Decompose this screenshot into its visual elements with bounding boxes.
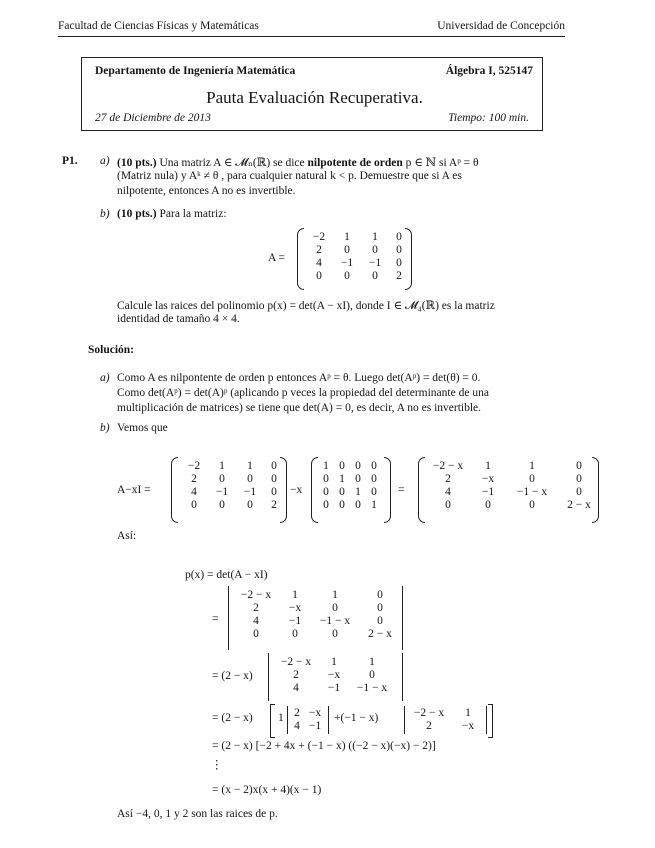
matrix-a-cell-r4-c1: 0 [316,270,322,282]
part-b-line1: Calcule las raices del polinomio p(x) = det(A − xI), donde I ∈ 𝓜₄(ℝ) es la matriz [117,300,495,312]
det2b-cell-r2-c2: −x [461,720,475,732]
result-matrix-cell-r4-c3: 0 [529,499,535,511]
result-matrix-cell-r1-c4: 0 [576,460,582,472]
matrix-a-right-paren [405,228,412,290]
matrix-a-repeat-cell-r1-c3: 1 [247,460,253,472]
identity-matrix-cell-r3-c1: 0 [323,486,329,498]
det3-cell-r2-c2: −x [327,669,341,681]
result-matrix [426,460,600,512]
part-a-line1 [117,155,479,170]
sol-a-line2: Como det(Aᵖ) = det(A)ᵖ (aplicando p veces la propiedad del determinante de una [117,387,489,399]
derivation-line3-prefix: = (2 − x) [212,670,253,682]
det2a-cell-r2-c1: 4 [294,720,300,732]
matrix-a-left-paren [297,228,304,290]
identity-matrix-cell-r2-c3: 0 [355,473,361,485]
matrix-a-cell-r2-c2: 0 [344,244,350,256]
coefficient-one: 1 [278,712,284,724]
sol-a-line1: Como A es nilpontente de orden p entonces Aᵖ = θ. Luego det(Aᵖ) = det(θ) = 0. [117,372,481,384]
det4-right-bar [401,586,403,650]
derivation-line5: = (2 − x) [−2 + 4x + (−1 − x) ((−2 − x)(−x) − 2)] [212,740,436,752]
sol-b-tag: b) [100,422,110,434]
det3-cell-r1-c3: 1 [369,656,375,668]
det2b-cell-r2-c1: 2 [426,720,432,732]
det2a-left-bar [287,706,289,734]
result-matrix-cell-r1-c3: 1 [529,460,535,472]
det3-cell-r2-c3: 0 [369,669,375,681]
identity-matrix-cell-r2-c4: 0 [371,473,377,485]
det4-cell-r3-c1: 4 [253,615,259,627]
department: Departamento de Ingeniería Matemática [95,65,296,77]
matrix-a-repeat-cell-r2-c3: 0 [247,473,253,485]
det4-cell-r4-c1: 0 [253,628,259,640]
part-b-points: (10 pts.) [117,208,157,220]
det4-cell-r4-c2: 0 [292,628,298,640]
derivation-line7: = (x − 2)x(x + 4)(x − 1) [212,784,322,796]
result-matrix-cell-r2-c2: −x [481,473,495,485]
result-matrix-cell-r3-c2: −1 [481,486,495,498]
matrix-a-cell-r1-c3: 1 [372,231,378,243]
det2a-cell-r1-c2: −x [308,707,322,719]
part-b-line2: identidad de tamaño 4 × 4. [117,313,240,325]
identity-matrix-cell-r2-c1: 0 [323,473,329,485]
result-matrix-cell-r1-c1: −2 − x [432,460,464,472]
det2b-cell-r1-c1: −2 − x [413,707,445,719]
identity-matrix-cell-r4-c4: 1 [371,499,377,511]
exam-time: Tiempo: 100 min. [448,112,529,124]
solution-heading: Solución: [88,344,135,356]
matrix-a-repeat-cell-r1-c2: 1 [219,460,225,472]
result-matrix-cell-r4-c4: 2 − x [567,499,591,511]
result-matrix-cell-r1-c2: 1 [485,460,491,472]
det2b-left-bar [404,706,406,734]
det4-cell-r3-c2: −1 [288,615,302,627]
sol-a-line3: multiplicación de matrices) se tiene que det(A) = 0, es decir, A no es invertible. [117,402,482,414]
det3-cell-r1-c2: 1 [331,656,337,668]
det4-cell-r3-c4: 0 [377,615,383,627]
det4-left-bar [228,586,230,650]
det4-cell-r1-c2: 1 [292,589,298,601]
identity-matrix-cell-r1-c4: 0 [371,460,377,472]
identity-matrix-cell-r3-c3: 1 [355,486,361,498]
matrix-a-cell-r2-c3: 0 [372,244,378,256]
det4-cell-r2-c2: −x [288,602,302,614]
equals-sign: = [398,484,405,496]
matrix-a-cell-r1-c4: 0 [396,231,402,243]
exam-title: Pauta Evaluación Recuperativa. [206,88,423,107]
matrix-a-repeat-cell-r4-c4: 2 [271,499,277,511]
header-faculty: Facultad de Ciencias Físicas y Matemáticas [58,20,259,32]
result-matrix-cell-r3-c3: −1 − x [516,486,548,498]
det3-cell-r2-c1: 2 [293,669,299,681]
identity-matrix-cell-r3-c4: 0 [371,486,377,498]
matrix-a-repeat-cell-r2-c1: 2 [191,473,197,485]
part-a-tag: a) [100,155,110,167]
determinant-2x2-a [290,707,326,733]
identity-matrix-cell-r1-c2: 0 [339,460,345,472]
det4-cell-r1-c3: 1 [332,589,338,601]
result-matrix-cell-r4-c1: 0 [445,499,451,511]
part-b-intro-text: Para la matriz: [159,208,227,220]
matrix-a-cell-r1-c1: −2 [312,231,326,243]
header-university: Universidad de Concepción [437,20,565,32]
derivation-eq: = [212,613,219,625]
plus-term: +(−1 − x) [334,712,379,724]
matrix-a-repeat-cell-r2-c4: 0 [271,473,277,485]
derivation-line1: p(x) = det(A − xI) [185,569,268,581]
asi-label: Así: [117,530,137,542]
problem-label: P1. [62,155,78,167]
identity-matrix-cell-r4-c2: 0 [339,499,345,511]
conclusion: Así −4, 0, 1 y 2 son las raices de p. [117,808,278,820]
matrix-a-repeat-cell-r2-c2: 0 [219,473,225,485]
det3-cell-r3-c1: 4 [293,682,299,694]
part-a-text2: p ∈ ℕ si Aᵖ = θ [405,157,479,169]
mat-i-rparen [384,457,391,523]
result-matrix-cell-r2-c4: 0 [576,473,582,485]
det2a-cell-r2-c2: −1 [308,720,322,732]
det2a-cell-r1-c1: 2 [294,707,300,719]
det3-right-bar [401,653,403,701]
matrix-a-cell-r1-c2: 1 [344,231,350,243]
matrix-a-repeat-cell-r3-c2: −1 [215,486,229,498]
det4-cell-r4-c4: 2 − x [368,628,392,640]
vertical-ellipsis: ⋮ [211,759,223,771]
part-a-line3: nilpotente, entonces A no es invertible. [117,185,296,197]
determinant-4x4 [233,589,401,641]
result-matrix-cell-r2-c1: 2 [445,473,451,485]
matrix-a-repeat-cell-r4-c3: 0 [247,499,253,511]
identity-matrix-cell-r4-c3: 0 [355,499,361,511]
det2b-cell-r1-c2: 1 [465,707,471,719]
sol-b-intro: Vemos que [117,422,168,434]
identity-matrix-cell-r1-c1: 1 [323,460,329,472]
matrix-a-repeat-cell-r3-c3: −1 [243,486,257,498]
mat-i-lparen [311,457,318,523]
det3-cell-r3-c3: −1 − x [356,682,388,694]
matrix-a-cell-r2-c4: 0 [396,244,402,256]
matrix-a-repeat-cell-r1-c1: −2 [187,460,201,472]
det4-cell-r1-c4: 0 [377,589,383,601]
result-matrix-cell-r2-c3: 0 [529,473,535,485]
part-a-points: (10 pts.) [117,157,157,169]
identity-matrix [318,460,382,512]
determinant-2x2-b [407,707,485,733]
nilpotent-term: nilpotente de orden [307,157,403,169]
minus-x: −x [290,484,303,496]
matrix-a-cell-r4-c2: 0 [344,270,350,282]
matrix-a-cell-r4-c4: 2 [396,270,402,282]
matrix-a-cell-r3-c3: −1 [368,257,382,269]
matrix-a-cell-r3-c2: −1 [340,257,354,269]
det3-cell-r1-c1: −2 − x [280,656,312,668]
part-b-tag: b) [100,208,110,220]
matrix-a-repeat-cell-r4-c2: 0 [219,499,225,511]
det2a-right-bar [327,706,329,734]
mat-a-rparen [280,457,287,523]
identity-matrix-cell-r1-c3: 0 [355,460,361,472]
part-a-text1: Una matriz A ∈ 𝓜ₙ(ℝ) se dice [159,157,305,169]
determinant-3x3 [273,656,395,695]
det4-cell-r4-c3: 0 [332,628,338,640]
matrix-a [305,231,409,283]
matrix-a-cell-r3-c4: 0 [396,257,402,269]
mat-r-rparen [592,457,599,523]
matrix-a-cell-r2-c1: 2 [316,244,322,256]
bracket-left [270,704,275,738]
matrix-a-repeat-cell-r1-c4: 0 [271,460,277,472]
det3-cell-r3-c2: −1 [327,682,341,694]
result-matrix-cell-r3-c4: 0 [576,486,582,498]
matrix-a-cell-r4-c3: 0 [372,270,378,282]
result-matrix-cell-r4-c2: 0 [485,499,491,511]
identity-matrix-cell-r2-c2: 1 [339,473,345,485]
identity-matrix-cell-r4-c1: 0 [323,499,329,511]
result-matrix-cell-r3-c1: 4 [445,486,451,498]
det4-cell-r3-c3: −1 − x [319,615,351,627]
matrix-a-repeat-cell-r3-c1: 4 [191,486,197,498]
det3-left-bar [268,653,270,701]
header-rule [58,36,565,37]
bracket-right [488,704,493,738]
matrix-a-label: A = [268,252,286,264]
part-a-line2: (Matriz nula) y Aᵏ ≠ θ , para cualquier natural k < p. Demuestre que si A es [117,170,462,182]
matrix-a-cell-r3-c1: 4 [316,257,322,269]
det4-cell-r2-c4: 0 [377,602,383,614]
a-minus-xi-label: A−xI = [117,484,151,496]
exam-date: 27 de Diciembre de 2013 [95,112,211,124]
det2b-right-bar [485,706,487,734]
mat-r-lparen [418,457,425,523]
det4-cell-r2-c3: 0 [332,602,338,614]
course-code: Álgebra I, 525147 [445,65,533,77]
det4-cell-r2-c1: 2 [253,602,259,614]
identity-matrix-cell-r3-c2: 0 [339,486,345,498]
sol-a-tag: a) [100,372,110,384]
mat-a-lparen [171,457,178,523]
derivation-line4-prefix: = (2 − x) [212,712,253,724]
part-b-intro [117,208,227,220]
matrix-a-repeat-cell-r3-c4: 0 [271,486,277,498]
det4-cell-r1-c1: −2 − x [240,589,272,601]
matrix-a-repeat-cell-r4-c1: 0 [191,499,197,511]
matrix-a-repeat [180,460,284,512]
